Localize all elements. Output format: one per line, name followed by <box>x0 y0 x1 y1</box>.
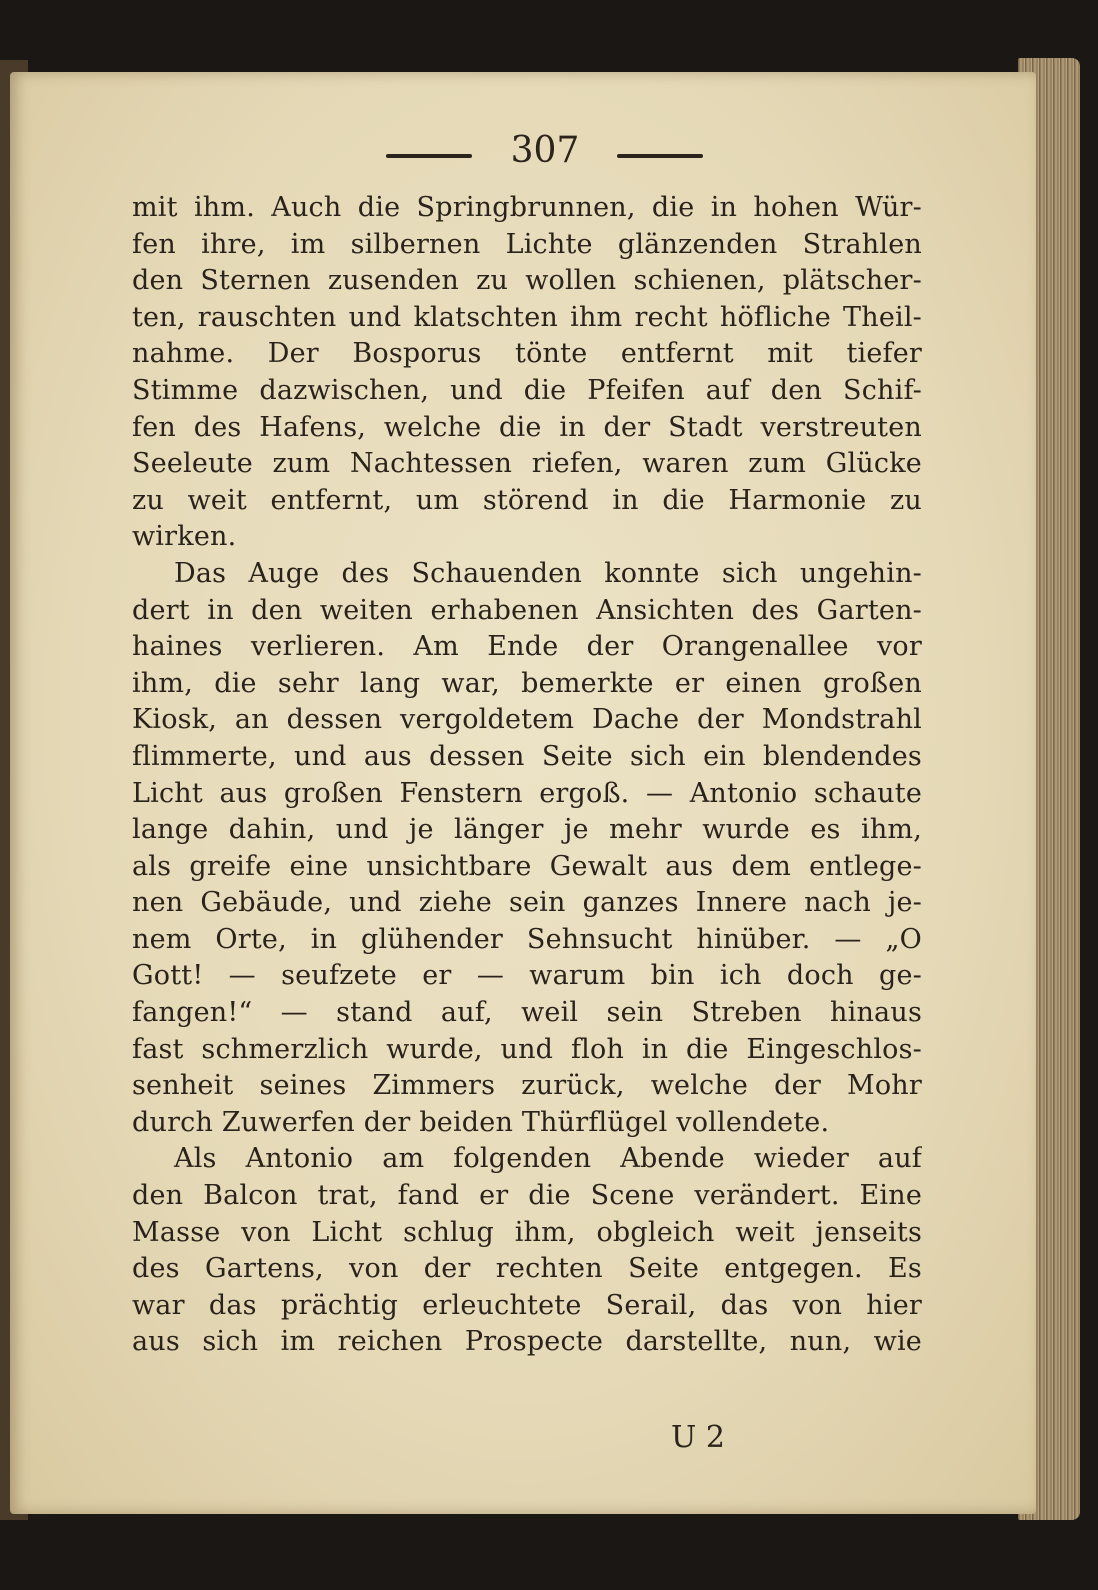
text-line: Stimme dazwischen, und die Pfeifen auf den Schif- <box>132 374 922 406</box>
text-line: mit ihm. Auch die Springbrunnen, die in hohen Wür- <box>132 192 922 223</box>
text-line: zu weit entfernt, um störend in die Harmonie zu <box>132 484 922 516</box>
signature-mark: U 2 <box>671 1420 725 1455</box>
text-line: dert in den weiten erhabenen Ansichten des Garten- <box>132 594 922 626</box>
body-text <box>132 190 922 1361</box>
text-line: war das prächtig erleuchtete Serail, das von hier <box>132 1289 922 1321</box>
text-line: haines verlieren. Am Ende der Orangenallee vor <box>132 631 922 663</box>
text-line: Kiosk, an dessen vergoldetem Dache der Mondstrahl <box>132 704 922 736</box>
text-line: Masse von Licht schlug ihm, obgleich weit jenseits <box>132 1216 922 1248</box>
head-rule-left <box>386 154 472 158</box>
text-line: nen Gebäude, und ziehe sein ganzes Innere nach je- <box>132 887 922 919</box>
text-line: als greife eine unsichtbare Gewalt aus dem entlege- <box>132 850 922 882</box>
head-rule-right <box>617 154 703 158</box>
text-line: ten, rauschten und klatschten ihm recht höfliche Theil- <box>132 301 922 333</box>
text-line: fen des Hafens, welche die in der Stadt verstreuten <box>132 411 922 443</box>
text-line: flimmerte, und aus dessen Seite sich ein blendendes <box>132 740 922 772</box>
text-line: aus sich im reichen Prospecte darstellte, nun, wie <box>132 1326 922 1358</box>
text-line: des Gartens, von der rechten Seite entgegen. Es <box>132 1253 922 1285</box>
page-number: 307 <box>510 130 580 171</box>
text-line: nahme. Der Bosporus tönte entfernt mit tiefer <box>132 338 922 370</box>
text-line: nem Orte, in glühender Sehnsucht hinüber. — „O <box>132 923 922 955</box>
text-line: Das Auge des Schauenden konnte sich ungehin- <box>174 557 922 589</box>
text-line: ihm, die sehr lang war, bemerkte er einen großen <box>132 667 922 699</box>
text-line: fen ihre, im silbernen Lichte glänzenden Strahlen <box>132 228 922 260</box>
book-page <box>10 72 1036 1514</box>
text-line: Seeleute zum Nachtessen riefen, waren zum Glücke <box>132 448 922 480</box>
text-line: den Sternen zusenden zu wollen schienen, plätscher- <box>132 265 922 297</box>
text-line: senheit seines Zimmers zurück, welche der Mohr <box>132 1070 922 1102</box>
text-line: durch Zuwerfen der beiden Thürflügel vollendete. <box>132 1106 830 1138</box>
text-line: Licht aus großen Fenstern ergoß. — Antonio schaute <box>132 777 922 809</box>
text-line: lange dahin, und je länger je mehr wurde es ihm, <box>132 814 922 846</box>
text-line: den Balcon trat, fand er die Scene verändert. Eine <box>132 1180 922 1212</box>
text-line: wirken. <box>132 521 237 553</box>
text-line: fangen!“ — stand auf, weil sein Streben hinaus <box>132 997 922 1029</box>
text-line: Gott! — seufzete er — warum bin ich doch ge- <box>132 960 922 992</box>
text-line: fast schmerzlich wurde, und floh in die Eingeschlos- <box>132 1033 922 1065</box>
running-head <box>140 130 940 180</box>
text-line: Als Antonio am folgenden Abende wieder auf <box>174 1143 922 1175</box>
